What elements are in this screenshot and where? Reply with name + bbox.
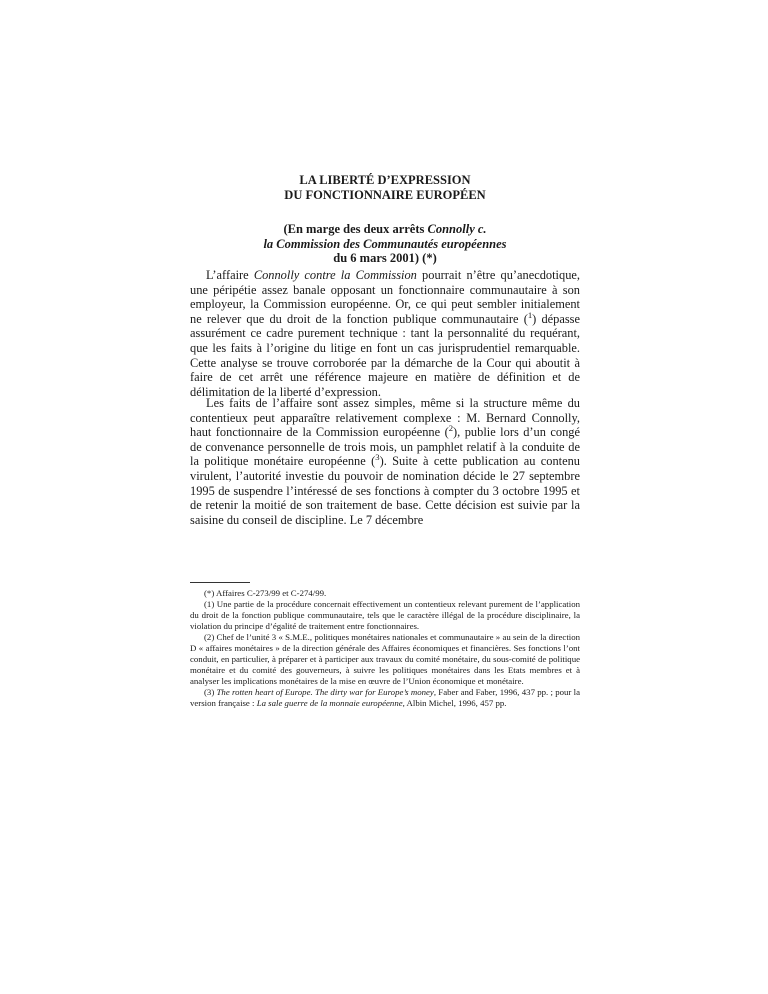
paragraph-text: ). Suite à cette publication au contenu virulent, l’autorité investie du pouvoir de nomination décide le 27 septembre 1995 de suspendre l’intéressé de ses fonctions à compter du 3 octobre 1995 et de retenir la moitié de son traitement de base. Cette décision est suivie par la saisine du conseil de discipline. Le 7 décembre	[190, 454, 581, 527]
footnote-text: (1) Une partie de la procédure concernait effectivement un contentieux relevant purement de l’application du droit de la fonction publique communautaire, tels que le caractère illégal de la procédure disciplinaire, la violation du principe d’égalité de traitement entre fonctionnaires.	[190, 599, 580, 631]
footnote-3	[190, 687, 580, 709]
paragraph-2	[190, 396, 580, 527]
subtitle-line-3: du 6 mars 2001) (*)	[333, 251, 437, 265]
book-title-italic: The rotten heart of Europe. The dirty war for Europe’s money	[216, 687, 434, 697]
paragraph-1	[190, 268, 580, 399]
subtitle-text: (En marge des deux arrêts	[283, 222, 428, 236]
footnote-star	[190, 588, 580, 599]
paragraph-text: Les faits de l’affaire sont assez simples, même si la structure même du contentieux peut apparaître relativement complexe : M. Bernard Connolly, haut fonctionnaire de la Commission européenne (	[190, 396, 580, 440]
footnote-1	[190, 599, 580, 632]
subtitle-line-2: la Commission des Communautés européennes	[263, 236, 507, 251]
footnote-ref-1: 1	[527, 310, 533, 321]
footnote-text: (*) Affaires C-273/99 et C-274/99.	[204, 588, 327, 598]
footnote-text: , Faber and Faber, 1996, 437 pp. ; pour la version française :	[190, 687, 580, 708]
footnote-text: (3)	[204, 687, 217, 697]
case-name-italic: Connolly contre la Commission	[253, 268, 417, 282]
footnotes	[190, 588, 580, 709]
book-title-italic: La sale guerre de la monnaie européenne	[256, 698, 403, 708]
footnote-ref-2: 2	[448, 423, 454, 434]
footnote-2	[190, 632, 580, 687]
subtitle-italic-text: Connolly c.	[427, 222, 487, 236]
footnote-divider	[190, 582, 250, 583]
footnote-ref-3: 3	[375, 452, 380, 463]
title-line-1: LA LIBERTÉ D’EXPRESSION	[299, 173, 471, 187]
page-subtitle	[190, 222, 580, 266]
footnote-text: (2) Chef de l’unité 3 « S.M.E., politiques monétaires nationales et communautaire » au sein de la direction D « affaires monétaires » de la direction générale des Affaires économiques et financières. Ses fonctions l’ont conduit, en particulier, à préparer et à participer aux travaux du comité monétaire, du sous-comité de politique monétaire et du comité des gouverneurs, à suivre les politiques monétaires dans les Etats membres et à analyser les implications monétaires de la mise en œuvre de l’Union économique et monétaire.	[190, 632, 580, 686]
paragraph-text: L’affaire	[206, 268, 254, 282]
page-title	[190, 173, 580, 202]
subtitle-line-1	[190, 222, 580, 237]
paragraph-text: ) dépasse assurément ce cadre purement technique : tant la personnalité du requérant, que les faits à l’origine du litige en font un cas jurisprudentiel remarquable. Cette analyse se trouve corroborée par la démarche de la Cour qui aboutit à faire de cet arrêt une référence majeure en matière de définition et de délimitation de la liberté d’expression.	[190, 311, 580, 399]
footnote-text: , Albin Michel, 1996, 457 pp.	[402, 698, 507, 708]
paragraph-text: pourrait n’être qu’anecdotique, une péripétie assez banale opposant un fonctionnaire communautaire à son employeur, la Commission européenne. Or, ce qui peut sembler initialement ne relever que du droit de la fonction publique communautaire (	[190, 268, 580, 326]
paragraph-text: ), publie lors d’un congé de convenance personnelle de trois mois, un pamphlet relatif à la conduite de la politique monétaire européenne (	[190, 425, 580, 469]
title-line-2: DU FONCTIONNAIRE EUROPÉEN	[284, 187, 486, 202]
